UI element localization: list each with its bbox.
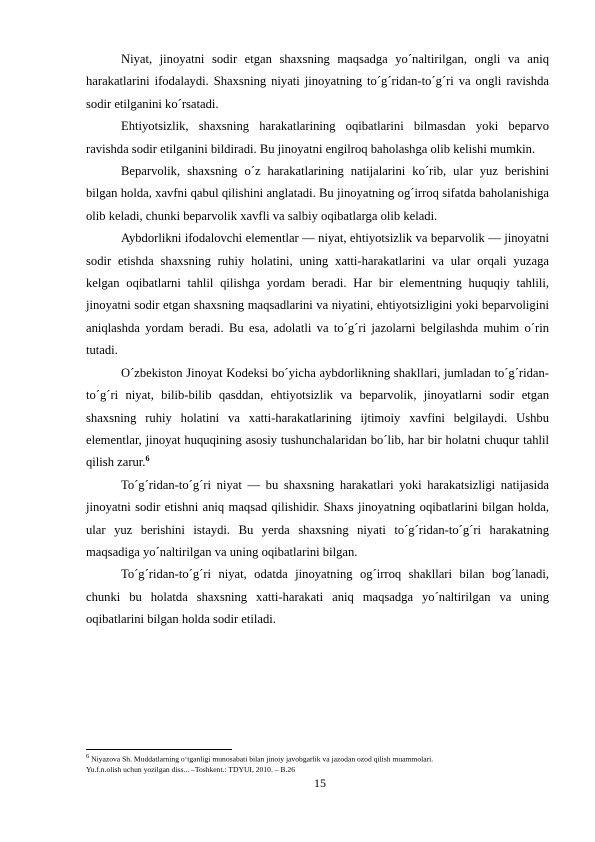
paragraph-7: To´g´ridan-to´g´ri niyat, odatda jinoyatning og´irroq shakllari bilan bog´lanadi, chunki bu holatda shaxsning xatti-harakati aniq maqsadga yo´naltirilgan va uning oqibatlarini bilgan holda sodir etiladi. — [86, 567, 549, 627]
footnote-number: 6 — [86, 753, 90, 760]
body-text — [86, 48, 549, 631]
footnote-divider — [86, 749, 232, 750]
page-number: 15 — [314, 776, 326, 790]
paragraph-5-text: O´zbekiston Jinoyat Kodeksi bo´yicha aybdorlikning shakllari, jumladan to´g´ridan-to´g´ri niyat, bilib-bilib qasddan, ehtiyotsizlik va beparvolik, jinoyatlarni sodir etgan shaxsning ruhiy holatini va xatti-harakatlarining ijtimoiy xavfini belgilaydi. Ushbu elementlar, jinoyat huquqining asosiy tushunchalaridan bo´lib, har bir holatni chuqur tahlil qilish zarur. — [86, 365, 549, 470]
footnote — [86, 752, 556, 776]
paragraph-6: To´g´ridan-to´g´ri niyat — bu shaxsning harakatlari yoki harakatsizligi natijasida jinoyatni sodir etishni aniq maqsad qilishidir. Shaxs jinoyatning oqibatlarini bilgan holda, ular yuz berishini istaydi. Bu yerda shaxsning niyati to´g´ridan-to´g´ri harakatning maqsadiga yo´naltirilgan va uning oqibatlarini bilgan. — [86, 477, 549, 559]
paragraph-5 — [86, 362, 549, 474]
paragraph-3: Beparvolik, shaxsning o´z harakatlarining natijalarini ko´rib, ular yuz berishini bilgan holda, xavfni qabul qilishini anglatadi. Bu jinoyatning og´irroq sifatda baholanishiga olib keladi, chunki beparvolik xavfli va salbiy oqibatlarga olib keladi. — [86, 164, 549, 223]
paragraph-2: Ehtiyotsizlik, shaxsning harakatlarining oqibatlarini bilmasdan yoki beparvo ravishda sodir etilganini bildiradi. Bu jinoyatni engilroq baholashga olib kelishi mumkin. — [86, 119, 549, 156]
paragraph-1: Niyat, jinoyatni sodir etgan shaxsning maqsadga yo´naltirilgan, ongli va aniq harakatlarini ifodalaydi. Shaxsning niyati jinoyatning to´g´ridan-to´g´ri va ongli ravishda sodir etilganini ko´rsatadi. — [86, 52, 549, 111]
paragraph-4: Aybdorlikni ifodalovchi elementlar — niyat, ehtiyotsizlik va beparvolik — jinoyatni sodir etishda shaxsning ruhiy holatini, uning xatti-harakatlarini va ular orqali yuzaga kelgan oqibatlarni tahlil qilishga yordam beradi. Har bir elementning huquqiy tahlili, jinoyatni sodir etgan shaxsning maqsadlarini va niyatini, ehtiyotsizligini yoki beparvoligini aniqlashda yordam beradi. Bu esa, adolatli va to´g´ri jazolarni belgilashda muhim o´rin tutadi. — [86, 231, 549, 358]
footnote-line-2: Yu.f.n.olish uchun yozilgan diss... –Toshkent.: TDYUI, 2010. – B.26 — [86, 765, 295, 775]
footnote-line-1: Niyazova Sh. Muddatlarning o‘tganligi munosabati bilan jinoiy javobgarlik va jazodan ozod qilish muammolari. — [91, 754, 434, 764]
footnote-reference[interactable]: 6 — [145, 454, 150, 464]
